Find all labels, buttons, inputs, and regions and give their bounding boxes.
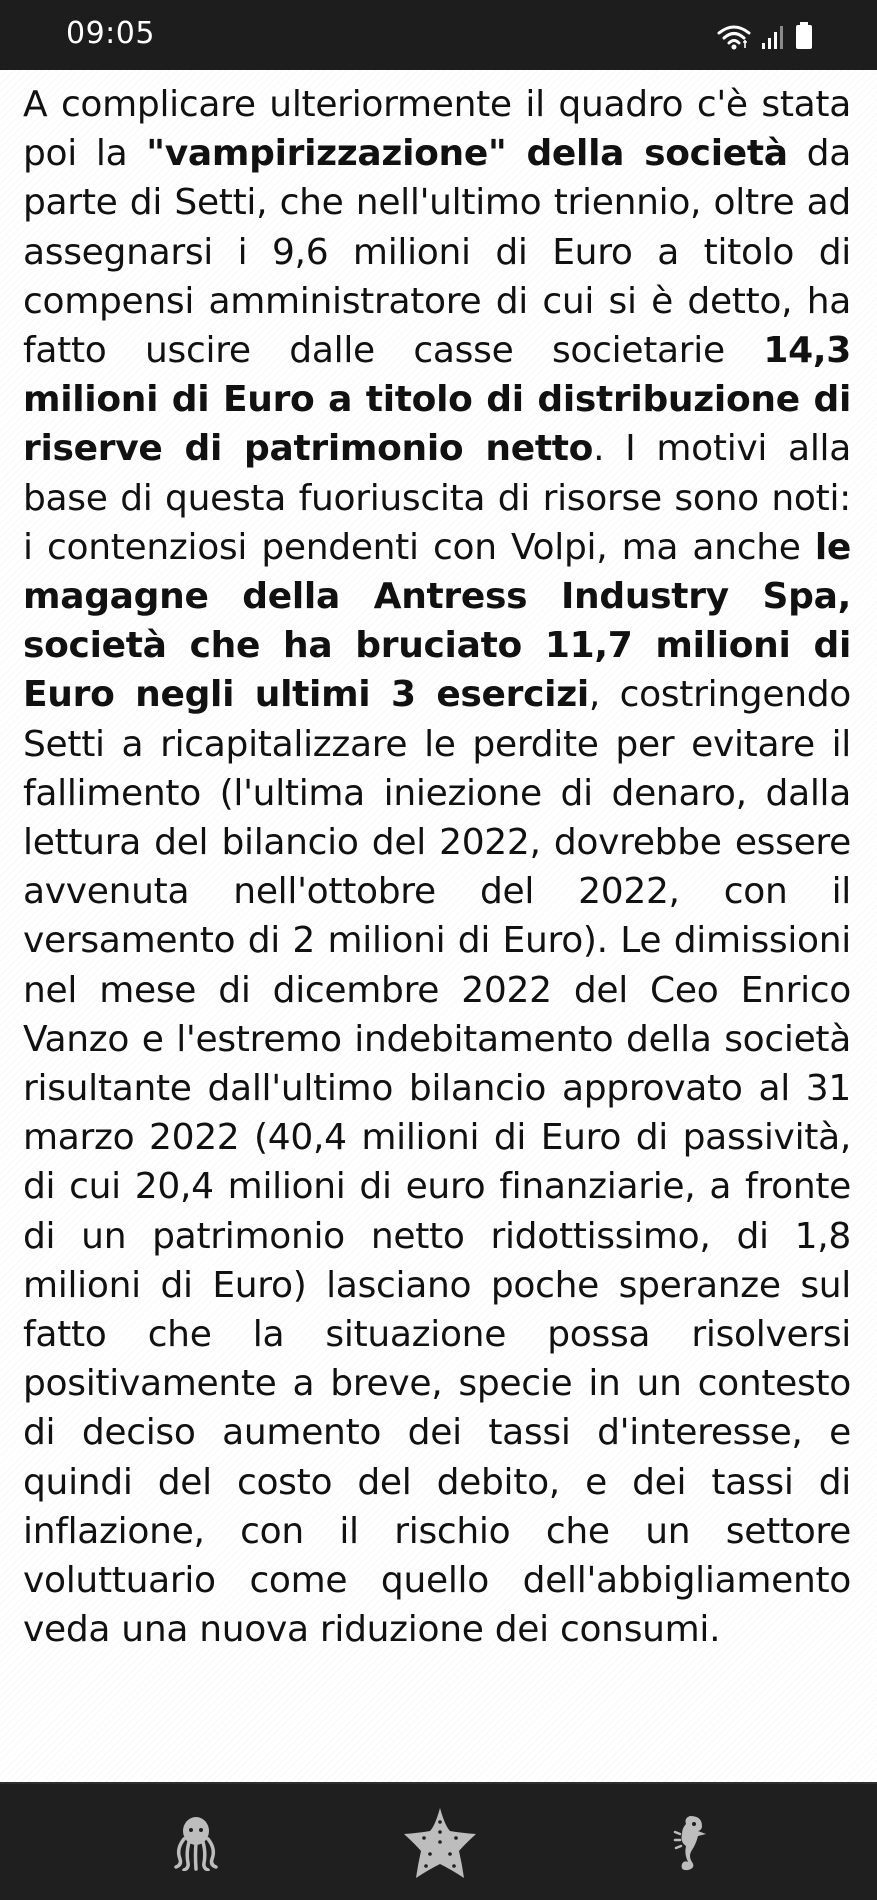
article-bold-segment: 14,3 milioni di Euro a titolo di distribuzione di riserve di patrimonio netto xyxy=(23,330,851,470)
octopus-icon xyxy=(170,1815,222,1871)
battery-icon xyxy=(795,22,813,50)
article-bold-segment: "vampirizzazione" della società xyxy=(146,133,788,175)
article-bold-segment: le magagne della Antress Industry Spa, società che ha bruciato 11,7 milioni di Euro negli ultimi 3 esercizi xyxy=(23,526,851,716)
article-text-segment: A complicare ulteriormente il quadro c'è stata poi la xyxy=(23,84,851,175)
signal-icon xyxy=(761,24,785,50)
status-icons xyxy=(717,20,813,50)
article-text-segment: . I motivi alla base di questa fuoriuscita di risorse sono noti: i contenziosi pendenti con Volpi, ma anche xyxy=(23,428,851,568)
article-text-segment: da parte di Setti, che nell'ultimo triennio, oltre ad assegnarsi i 9,6 milioni di Euro a titolo di compensi amministratore di cui si è detto, ha fatto uscire dalle casse societarie xyxy=(23,133,851,372)
wifi-icon xyxy=(717,24,751,50)
nav-octopus-button[interactable] xyxy=(146,1784,246,1900)
nav-starfish-button[interactable] xyxy=(390,1784,490,1900)
status-bar xyxy=(0,0,877,70)
bottom-navigation xyxy=(0,1782,877,1900)
seahorse-icon xyxy=(668,1814,708,1872)
article-body xyxy=(23,80,851,1655)
article-text-segment: , costringendo Setti a ricapitalizzare le perdite per evitare il fallimento (l'ultima iniezione di denaro, dalla lettura del bilancio del 2022, dovrebbe essere avvenuta nell'ottobre del 2022, con il versamento di 2 milioni di Euro). Le dimissioni nel mese di dicembre 2022 del Ceo Enrico Vanzo e l'estremo indebitamento della società risultante dall'ultimo bilancio approvato al 31 marzo 2022 (40,4 milioni di Euro di passività, di cui 20,4 milioni di euro finanziarie, a fronte di un patrimonio netto ridottissimo, di 1,8 milioni di Euro) lasciano poche speranze sul fatto che la situazione possa risolversi positivamente a breve, specie in un contesto di deciso aumento dei tassi d'interesse, e quindi del costo del debito, e dei tassi di inflazione, con il rischio che un settore voluttuario come quello dell'abbigliamento veda una nuova riduzione dei consumi. xyxy=(23,674,851,1651)
article-content[interactable] xyxy=(0,70,877,1782)
status-time: 09:05 xyxy=(66,16,155,51)
nav-seahorse-button[interactable] xyxy=(638,1784,738,1900)
starfish-icon xyxy=(402,1806,478,1880)
